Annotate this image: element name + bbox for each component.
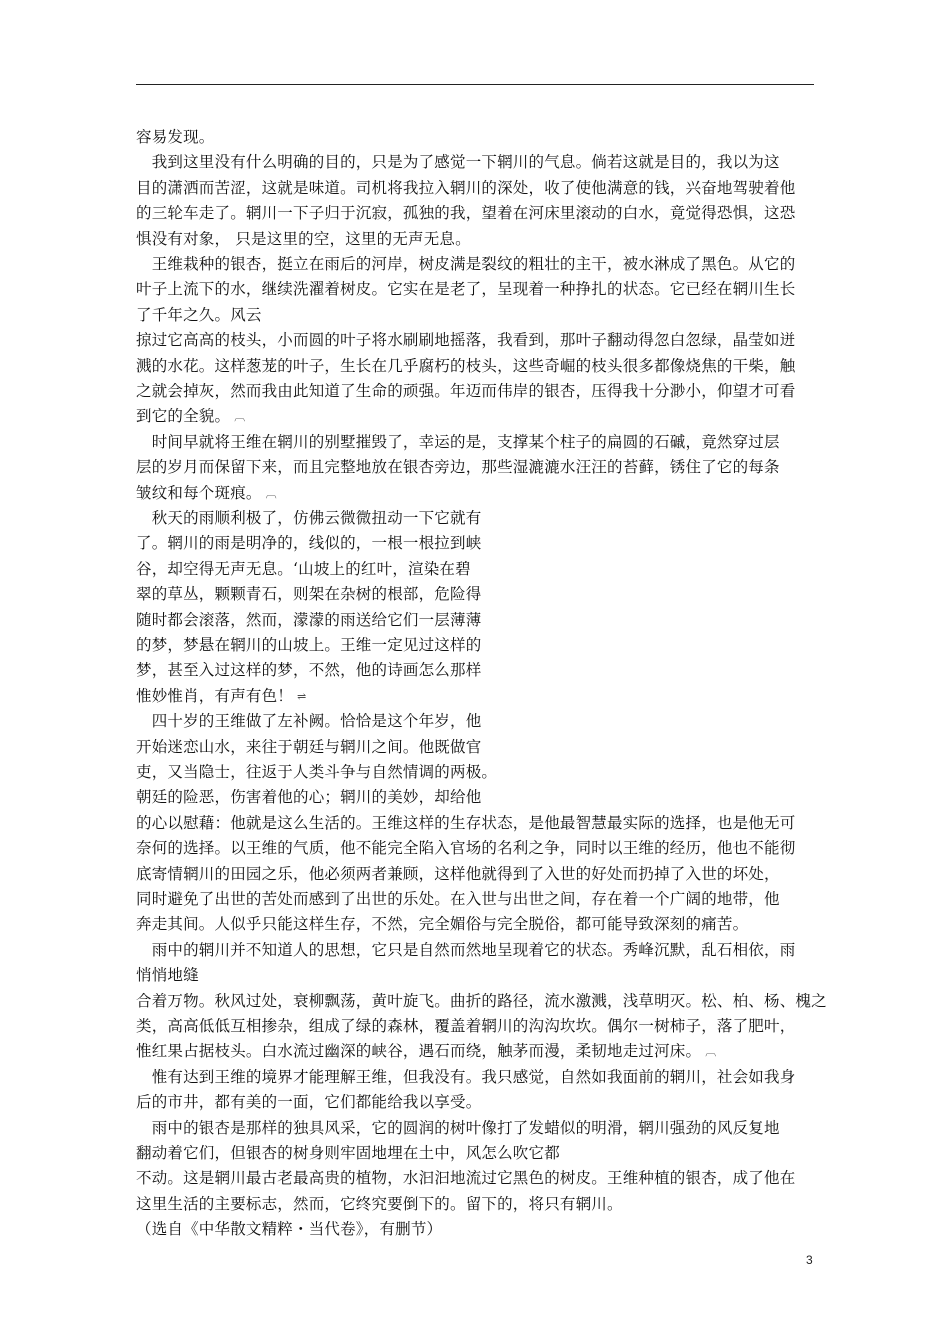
line-text: 了。辋川的雨是明净的，线似的，一根一根拉到峡 (136, 534, 482, 553)
line-text: 之就会掉灰，然而我由此知道了生命的顽强。年迈而伟岸的银杏，压得我十分渺小，仰望才可看 (136, 382, 796, 400)
text-line (136, 965, 816, 985)
line-text: 底寄情辋川的田园之乐，他必须两者兼顾，这样他就得到了入世的好处而扔掉了入世的坏处， (136, 864, 780, 883)
line-text: 叶子上流下的水，继续洗濯着树皮。它实在是老了，呈现着一种挣扎的状态。它已经在辋川生长 (136, 280, 796, 299)
text-line (136, 914, 816, 934)
line-text: 了千年之久。风云 (136, 305, 262, 324)
header-rule (136, 84, 814, 85)
text-line (136, 178, 816, 198)
text-line (136, 813, 816, 833)
line-text: 后的市井，都有美的一面，它们都能给我以享受。 (136, 1093, 482, 1112)
line-text: 王维栽种的银杏，挺立在雨后的河岸，树皮满是裂纹的粗壮的主干，被水淋成了黑色。从它的 (136, 255, 796, 273)
line-text: 翠的草丛，颗颗青石，则架在杂树的根部，危险得 (136, 585, 482, 604)
editing-mark-icon: ︹ (234, 410, 246, 424)
line-text: 到它的全貌。 (136, 407, 231, 426)
line-text: 秋天的雨顺利极了，仿佛云微微扭动一下它就有 (136, 509, 482, 527)
text-line (136, 1194, 816, 1214)
line-text: 翻动着它们，但银杏的树身则牢固地埋在土中，风怎么吹它都 (136, 1144, 560, 1162)
editing-mark-icon: ⇌ (297, 689, 307, 703)
text-line (136, 711, 816, 731)
text-line (136, 1092, 816, 1112)
text-line (136, 686, 816, 707)
line-text: 不动。这是辋川最古老最高贵的植物，水汩汩地流过它黑色的树皮。王维种植的银杏，成了他在 (136, 1169, 796, 1188)
text-line (136, 787, 816, 807)
text-line (136, 584, 816, 604)
line-text: 合着万物。秋风过处，衰柳飘荡，黄叶旋飞。曲折的路径，流水激溅，浅草明灭。松、柏、杨、槐之 (136, 991, 827, 1010)
line-text: 惟有达到王维的境界才能理解王维，但我没有。我只感觉，自然如我面前的辋川，社会如我身 (136, 1067, 796, 1086)
text-line (136, 330, 816, 350)
line-text: 的心以慰藉：他就是这么生活的。王维这样的生存状态，是他最智慧最实际的选择，也是他无可 (136, 813, 796, 832)
text-line (136, 1143, 816, 1163)
line-text: 掠过它高高的枝头，小而圆的叶子将水刷刷地摇落，我看到，那叶子翻动得忽白忽绿，晶莹如迸 (136, 331, 796, 350)
line-text: 开始迷恋山水，来往于朝廷与辋川之间。他既做官 (136, 737, 482, 756)
text-line (136, 660, 816, 680)
editing-mark-icon: ︹ (705, 1045, 717, 1059)
text-line (136, 127, 816, 147)
line-text: 这里生活的主要标志，然而，它终究要倒下的。留下的，将只有辋川。 (136, 1194, 623, 1213)
line-text: 溅的水花。这样葱茏的叶子，生长在几乎腐朽的枝头，这些奇崛的枝头很多都像烧焦的干柴，触 (136, 356, 796, 375)
text-line (136, 1118, 816, 1138)
line-text: 皱纹和每个斑痕。 (136, 483, 262, 502)
text-line (136, 457, 816, 477)
line-text: 随时都会滚落，然而，濛濛的雨送给它们一层薄薄 (136, 610, 482, 629)
line-text: 梦，甚至入过这样的梦，不然，他的诗画怎么那样 (136, 661, 482, 680)
editing-mark-icon: ︹ (265, 486, 277, 500)
line-text: 悄悄地缝 (136, 966, 199, 985)
text-line (136, 533, 816, 553)
text-line (136, 762, 816, 782)
page-number: 3 (806, 1253, 813, 1267)
text-line (136, 432, 816, 452)
text-line (136, 940, 816, 960)
line-text: 谷，却空得无声无息。‘山坡上的红叶，渲染在碧 (136, 559, 471, 578)
text-line (136, 610, 816, 630)
text-line (136, 203, 816, 223)
text-line (136, 1067, 816, 1087)
text-line (136, 152, 816, 172)
line-text: 吏，又当隐士，往返于人类斗争与自然情调的两极。 (136, 763, 498, 781)
text-line (136, 1041, 816, 1062)
text-line (136, 864, 816, 884)
line-text: 雨中的银杏是那样的独具风采，它的圆润的树叶像打了发蜡似的明滑，辋川强劲的风反复地 (136, 1118, 780, 1137)
text-line (136, 483, 816, 504)
line-text: 雨中的辋川并不知道人的思想，它只是自然而然地呈现着它的状态。秀峰沉默，乱石相依，雨 (136, 940, 796, 959)
text-line (136, 254, 816, 274)
text-line (136, 889, 816, 909)
text-line (136, 1016, 816, 1036)
text-line (136, 737, 816, 757)
text-line (136, 279, 816, 299)
line-text: 容易发现。 (136, 128, 215, 146)
line-text: 类，高高低低互相掺杂，组成了绿的森林，覆盖着辋川的沟沟坎坎。偶尔一树柿子，落了肥叶， (136, 1017, 796, 1035)
text-line (136, 229, 816, 249)
line-text: （选自《中华散文精粹・当代卷》，有删节） (136, 1220, 443, 1239)
line-text: 惟妙惟肖，有声有色！ (136, 686, 294, 705)
text-line (136, 406, 816, 427)
line-text: 层的岁月而保留下来，而且完整地放在银杏旁边，那些湿漉漉水汪汪的苔藓，锈住了它的每条 (136, 458, 780, 477)
text-line (136, 305, 816, 325)
line-text: 的梦，梦悬在辋川的山坡上。王维一定见过这样的 (136, 636, 482, 654)
text-line (136, 508, 816, 528)
line-text: 目的潇洒而苦涩，这就是味道。司机将我拉入辋川的深处，收了使他满意的钱，兴奋地驾驶着他 (136, 178, 796, 197)
text-line (136, 1168, 816, 1188)
text-line (136, 381, 816, 401)
text-line (136, 838, 816, 858)
line-text: 时间早就将王维在辋川的别墅摧毁了，幸运的是，支撑某个柱子的扁圆的石磩，竟然穿过层 (136, 432, 780, 451)
line-text: 我到这里没有什么明确的目的，只是为了感觉一下辋川的气息。倘若这就是目的，我以为这 (136, 153, 780, 172)
line-text: 朝廷的险恶，伤害着他的心；辋川的美妙，却给他 (136, 788, 482, 807)
line-text: 惟红果占据枝头。白水流过幽深的峡谷，遇石而绕，触茅而漫，柔韧地走过河床。 (136, 1042, 702, 1061)
line-text: 惧没有对象， 只是这里的空，这里的无声无息。 (136, 229, 471, 248)
text-line (136, 635, 816, 655)
text-line (136, 991, 827, 1011)
line-text: 的三轮车走了。辋川一下子归于沉寂，孤独的我，望着在河床里滚动的白水，竟觉得恐惧，这恐 (136, 204, 796, 223)
text-line (136, 1219, 816, 1239)
line-text: 奔走其间。人似乎只能这样生存，不然，完全媚俗与完全脱俗，都可能导致深刻的痛苦。 (136, 915, 749, 934)
text-line (136, 559, 816, 579)
text-line (136, 356, 816, 376)
line-text: 四十岁的王维做了左补阙。恰恰是这个年岁，他 (136, 712, 482, 731)
line-text: 奈何的选择。以王维的气质，他不能完全陷入官场的名利之争，同时以王维的经历，他也不能彻 (136, 839, 796, 858)
line-text: 同时避免了出世的苦处而感到了出世的乐处。在入世与出世之间，存在着一个广阔的地带，他 (136, 890, 780, 908)
